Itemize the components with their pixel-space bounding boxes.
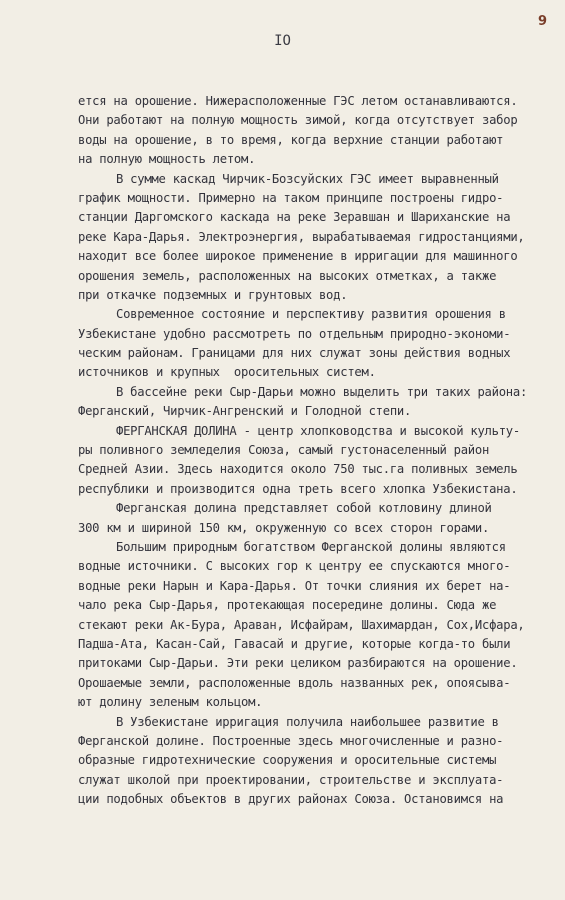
body-text [78,92,548,809]
text-line: В сумме каскад Чирчик-Бозсуйских ГЭС имеет выравненный [116,171,499,186]
text-line: ФЕРГАНСКАЯ ДОЛИНА - центр хлопководства и высокой культу- [116,423,520,438]
text-line: ции подобных объектов в других районах Союза. Остановимся на [78,792,504,807]
text-line: Современное состояние и перспективу развития орошения в [116,307,506,322]
corner-mark: 9 [538,14,548,29]
text-line: график мощности. Примерно на таком принципе построены гидро- [78,190,504,205]
text-line: на полную мощность летом. [78,152,256,167]
text-line: Они работают на полную мощность зимой, когда отсутствует забор [78,113,518,128]
text-line: воды на орошение, в то время, когда верхние станции работают [78,132,504,147]
text-line: Падша-Ата, Касан-Сай, Гавасай и другие, которые когда-то были [78,636,511,651]
text-line: водные реки Нарын и Кара-Дарья. От точки слияния их берет на- [78,578,511,593]
text-line: станции Даргомского каскада на реке Зеравшан и Шариханские на [78,210,511,225]
text-line: ется на орошение. Нижерасположенные ГЭС летом останавливаются. [78,94,518,108]
text-line: чало река Сыр-Дарья, протекающая посередине долины. Сюда же [78,598,497,613]
text-line: стекают реки Ак-Бура, Араван, Исфайрам, Шахимардан, Сох,Исфара, [78,617,525,632]
text-line: источников и крупных оросительных систем. [78,365,376,380]
text-line: ры поливного земледелия Союза, самый густонаселенный район [78,443,490,458]
text-line: ческим районам. Границами для них служат зоны действия водных [78,346,511,361]
text-line: ют долину зеленым кольцом. [78,695,263,710]
text-line: Орошаемые земли, расположенные вдоль названных рек, опоясыва- [78,675,511,690]
text-line: Узбекистане удобно рассмотреть по отдельным природно-экономи- [78,326,511,341]
page-number: IO [274,33,291,49]
text-line: В бассейне реки Сыр-Дарьи можно выделить три таких района: [116,384,528,399]
text-line: Большим природным богатством Ферганской долины являются [116,539,506,554]
text-line: орошения земель, расположенных на высоких отметках, а также [78,268,497,283]
text-line: Ферганской долине. Построенные здесь многочисленные и разно- [78,733,504,748]
text-line: реке Кара-Дарья. Электроэнергия, вырабатываемая гидростанциями, [78,229,525,244]
text-line: водные источники. С высоких гор к центру ее спускаются много- [78,559,511,574]
text-line: находит все более широкое применение в ирригации для машинного [78,249,518,264]
text-line: республики и производится одна треть всего хлопка Узбекистана. [78,481,518,496]
text-line: служат школой при проектировании, строительстве и эксплуата- [78,772,504,787]
text-line: В Узбекистане ирригация получила наибольшее развитие в [116,714,499,729]
text-line: Средней Азии. Здесь находится около 750 тыс.га поливных земель [78,462,518,477]
text-line: притоками Сыр-Дарьи. Эти реки целиком разбираются на орошение. [78,656,518,671]
text-line: 300 км и шириной 150 км, окруженную со всех сторон горами. [78,520,490,535]
text-line: образные гидротехнические сооружения и оросительные системы [78,753,497,768]
text-line: Ферганская долина представляет собой котловину длиной [116,501,492,516]
text-line: Ферганский, Чирчик-Ангренский и Голодной степи. [78,404,412,419]
text-line: при откачке подземных и грунтовых вод. [78,287,348,302]
